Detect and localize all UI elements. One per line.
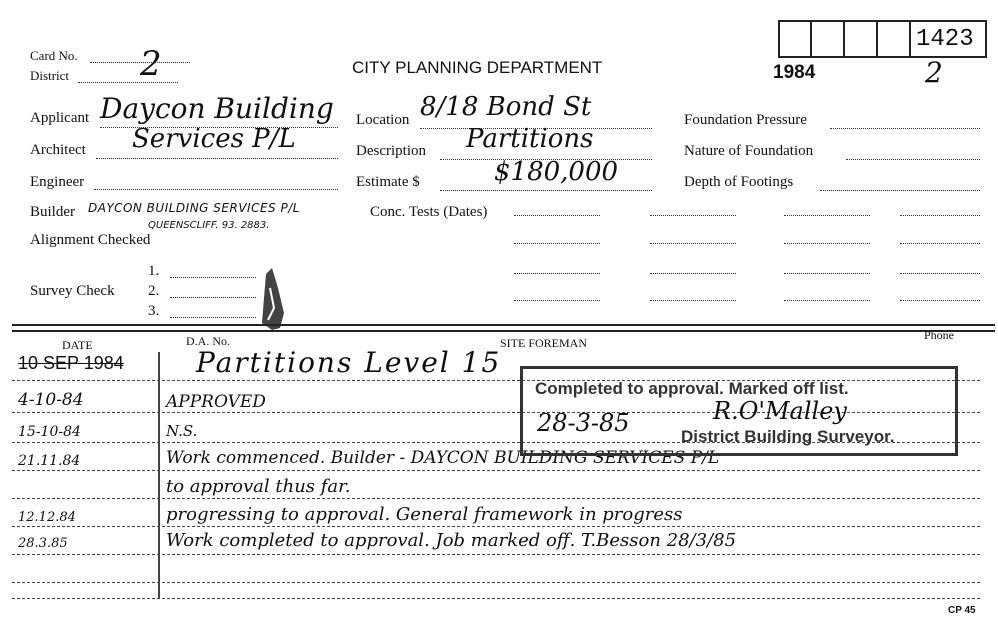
survey-number-1: 1. xyxy=(148,263,160,279)
engineer-label: Engineer xyxy=(30,174,85,190)
log-text-2: APPROVED xyxy=(166,392,266,412)
nature-foundation-label: Nature of Foundation xyxy=(684,143,814,159)
conc-tests-label: Conc. Tests (Dates) xyxy=(370,204,488,220)
log-text-7: Work completed to approval. Job marked off. T.Besson 28/3/85 xyxy=(166,530,737,551)
builder-label: Builder xyxy=(30,204,75,220)
applicant-value-1: Daycon Building xyxy=(100,92,334,125)
phone-header: Phone xyxy=(924,328,954,342)
log-text-6: progressing to approval. General framework in progress xyxy=(166,504,683,525)
card-no-value: 2 xyxy=(140,44,162,84)
depth-footings-label: Depth of Footings xyxy=(684,174,794,190)
da-no-header: D.A. No. xyxy=(186,334,230,348)
location-label: Location xyxy=(356,112,410,128)
log-date-7: 28.3.85 xyxy=(18,536,68,551)
estimate-value: $180,000 xyxy=(494,157,619,187)
handwritten-number: 2 xyxy=(925,56,943,89)
log-date-4: 21.11.84 xyxy=(18,453,81,469)
date-header: DATE xyxy=(62,338,93,352)
architect-label: Architect xyxy=(30,142,86,158)
file-number: 1423 xyxy=(916,26,974,53)
log-date-3: 15-10-84 xyxy=(18,424,81,440)
description-label: Description xyxy=(356,143,426,159)
alignment-label: Alignment Checked xyxy=(30,232,151,248)
log-text-5: to approval thus far. xyxy=(166,476,351,497)
stamp-date: 28-3-85 xyxy=(537,409,630,437)
location-value: 8/18 Bond St xyxy=(420,92,592,122)
builder-value: DAYCON BUILDING SERVICES P/L xyxy=(88,201,300,215)
completion-stamp xyxy=(520,366,958,456)
applicant-value-2: Services P/L xyxy=(132,124,296,154)
survey-number-2: 2. xyxy=(148,283,160,299)
form-code: CP 45 xyxy=(948,605,976,616)
district-label: District xyxy=(30,68,69,83)
estimate-label: Estimate $ xyxy=(356,174,420,190)
site-foreman-header: SITE FOREMAN xyxy=(500,336,588,350)
ink-mark-icon xyxy=(252,268,292,338)
file-number-boxes xyxy=(778,20,987,58)
log-date-1: 10 SEP 1984 xyxy=(18,353,124,373)
applicant-label: Applicant xyxy=(30,110,90,126)
log-text-4: Work commenced. Builder - DAYCON BUILDING SERVICES P/L xyxy=(166,448,720,468)
stamp-line-1: Completed to approval. Marked off list. xyxy=(535,379,849,398)
survey-number-3: 3. xyxy=(148,303,160,319)
stamp-line-3: District Building Surveyor. xyxy=(681,427,895,446)
card-no-label: Card No. xyxy=(30,48,78,63)
description-value: Partitions xyxy=(466,124,594,154)
builder-address: QUEENSCLIFF. 93. 2883. xyxy=(148,220,270,231)
log-text-3: N.S. xyxy=(166,422,198,440)
year: 1984 xyxy=(773,62,816,83)
log-date-2: 4-10-84 xyxy=(18,390,84,410)
department-title: CITY PLANNING DEPARTMENT xyxy=(352,58,603,77)
stamp-signature: R.O'Malley xyxy=(713,397,847,425)
log-date-6: 12.12.84 xyxy=(18,510,76,525)
survey-check-label: Survey Check xyxy=(30,283,115,299)
foundation-pressure-label: Foundation Pressure xyxy=(684,112,807,128)
log-text-1: Partitions Level 15 xyxy=(196,346,502,379)
